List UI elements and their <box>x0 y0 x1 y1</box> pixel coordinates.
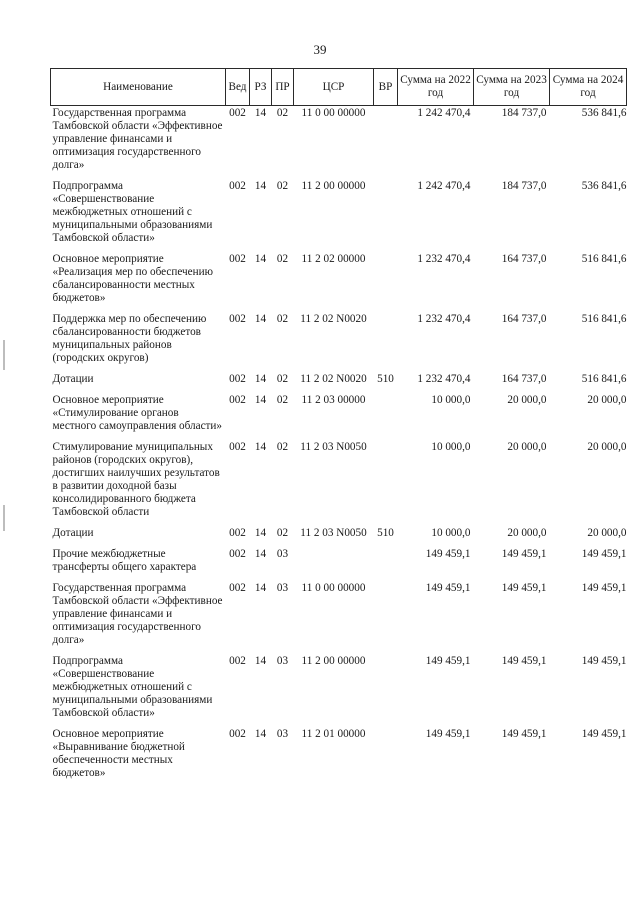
cell-rz: 14 <box>254 548 267 560</box>
cell-rz: 14 <box>254 728 267 740</box>
cell-sum-2023: 149 459,1 <box>501 582 547 594</box>
cell-sum-2024: 536 841,6 <box>581 180 627 192</box>
cell-ved: 002 <box>229 582 246 594</box>
cell-rz: 14 <box>254 394 267 406</box>
table-row <box>51 393 627 440</box>
cell-sum-2023: 184 737,0 <box>501 180 547 192</box>
cell-sum-2024: 149 459,1 <box>581 548 627 560</box>
table-header-row <box>51 69 627 106</box>
cell-csr <box>294 547 374 581</box>
cell-sum-2022: 149 459,1 <box>425 728 471 740</box>
header-sum-2022: Сумма на 2022 год <box>398 69 474 106</box>
cell-sum-2024: 149 459,1 <box>581 728 627 740</box>
header-sum-2024: Сумма на 2024 год <box>550 69 627 106</box>
cell-ved: 002 <box>229 655 246 667</box>
cell-csr: 11 2 00 00000 <box>301 655 366 667</box>
cell-name: Подпрограмма «Совершенствование межбюджетных отношений с муниципальными образованиями Тамбовской области» <box>52 655 213 719</box>
cell-sum-2022: 10 000,0 <box>431 441 471 453</box>
table-row <box>51 547 627 581</box>
cell-name: Основное мероприятие «Выравнивание бюджетной обеспеченности местных бюджетов» <box>52 728 185 779</box>
cell-sum-2022: 1 232 470,4 <box>417 253 471 265</box>
scan-margin-mark <box>3 340 5 370</box>
cell-name: Подпрограмма «Совершенствование межбюджетных отношений с муниципальными образованиями Тамбовской области» <box>52 180 213 244</box>
table-row <box>51 526 627 547</box>
cell-pr: 02 <box>276 107 289 119</box>
cell-name: Основное мероприятие «Стимулирование органов местного самоуправления области» <box>52 394 223 432</box>
header-name: Наименование <box>51 69 226 106</box>
cell-csr: 11 2 02 00000 <box>301 253 366 265</box>
cell-rz: 14 <box>254 441 267 453</box>
cell-sum-2022: 1 242 470,4 <box>417 107 471 119</box>
cell-sum-2022: 149 459,1 <box>425 548 471 560</box>
cell-sum-2024: 516 841,6 <box>581 373 627 385</box>
cell-ved: 002 <box>229 253 246 265</box>
cell-name: Государственная программа Тамбовской области «Эффективное управление финансами и оптимизация государственного долга» <box>52 582 223 646</box>
cell-sum-2024: 149 459,1 <box>581 655 627 667</box>
cell-csr: 11 2 03 N0050 <box>300 527 367 539</box>
cell-vr <box>374 547 398 581</box>
cell-rz: 14 <box>254 655 267 667</box>
cell-vr <box>374 393 398 440</box>
cell-name: Поддержка мер по обеспечению сбалансированности бюджетов муниципальных районов (городских округов) <box>52 313 207 364</box>
cell-csr: 11 2 00 00000 <box>301 180 366 192</box>
cell-sum-2024: 20 000,0 <box>587 394 627 406</box>
cell-sum-2024: 516 841,6 <box>581 313 627 325</box>
cell-rz: 14 <box>254 180 267 192</box>
cell-vr <box>374 654 398 727</box>
cell-ved: 002 <box>229 548 246 560</box>
cell-vr <box>374 440 398 526</box>
cell-name: Дотации <box>52 373 94 385</box>
cell-sum-2022: 149 459,1 <box>425 582 471 594</box>
cell-sum-2023: 149 459,1 <box>501 655 547 667</box>
cell-sum-2023: 149 459,1 <box>501 548 547 560</box>
cell-pr: 02 <box>276 527 289 539</box>
cell-pr: 03 <box>276 548 289 560</box>
cell-rz: 14 <box>254 107 267 119</box>
cell-csr: 11 2 01 00000 <box>301 728 366 740</box>
header-sum-2023: Сумма на 2023 год <box>474 69 550 106</box>
cell-pr: 02 <box>276 253 289 265</box>
header-csr: ЦСР <box>294 69 374 106</box>
cell-vr <box>374 727 398 787</box>
cell-rz: 14 <box>254 373 267 385</box>
cell-pr: 02 <box>276 394 289 406</box>
cell-vr <box>374 312 398 372</box>
cell-sum-2023: 20 000,0 <box>507 441 547 453</box>
table-row <box>51 179 627 252</box>
cell-sum-2022: 1 232 470,4 <box>417 313 471 325</box>
page-number: 39 <box>313 42 327 57</box>
cell-vr: 510 <box>377 373 394 385</box>
table-row <box>51 727 627 787</box>
cell-name: Государственная программа Тамбовской области «Эффективное управление финансами и оптимизация государственного долга» <box>52 107 223 171</box>
cell-name: Основное мероприятие «Реализация мер по обеспечению сбалансированности местных бюджетов» <box>52 253 213 304</box>
cell-pr: 03 <box>276 728 289 740</box>
cell-sum-2023: 164 737,0 <box>501 373 547 385</box>
table-row <box>51 106 627 180</box>
cell-sum-2023: 184 737,0 <box>501 107 547 119</box>
cell-pr: 02 <box>276 373 289 385</box>
cell-csr: 11 2 02 N0020 <box>300 313 367 325</box>
cell-vr <box>374 106 398 180</box>
cell-csr: 11 0 00 00000 <box>301 107 366 119</box>
cell-sum-2022: 1 242 470,4 <box>417 180 471 192</box>
cell-vr: 510 <box>377 527 394 539</box>
cell-sum-2022: 10 000,0 <box>431 394 471 406</box>
scan-margin-mark <box>3 505 5 531</box>
cell-sum-2022: 10 000,0 <box>431 527 471 539</box>
cell-pr: 03 <box>276 582 289 594</box>
budget-table <box>50 68 627 787</box>
cell-vr <box>374 252 398 312</box>
cell-sum-2022: 149 459,1 <box>425 655 471 667</box>
cell-csr: 11 2 03 00000 <box>301 394 366 406</box>
cell-ved: 002 <box>229 728 246 740</box>
cell-sum-2023: 149 459,1 <box>501 728 547 740</box>
cell-sum-2023: 164 737,0 <box>501 313 547 325</box>
table-row <box>51 312 627 372</box>
cell-pr: 02 <box>276 441 289 453</box>
table-row <box>51 654 627 727</box>
cell-pr: 02 <box>276 313 289 325</box>
cell-name: Стимулирование муниципальных районов (городских округов), достигших наилучших результатов в развитии доходной базы консолидированного бюджета Тамбовской области <box>52 441 220 518</box>
cell-sum-2024: 20 000,0 <box>587 527 627 539</box>
cell-name: Дотации <box>52 527 94 539</box>
table-row <box>51 440 627 526</box>
cell-csr: 11 2 02 N0020 <box>300 373 367 385</box>
cell-csr: 11 0 00 00000 <box>301 582 366 594</box>
header-vr: ВР <box>374 69 398 106</box>
cell-sum-2024: 516 841,6 <box>581 253 627 265</box>
cell-vr <box>374 581 398 654</box>
cell-ved: 002 <box>229 313 246 325</box>
cell-sum-2023: 164 737,0 <box>501 253 547 265</box>
cell-pr: 02 <box>276 180 289 192</box>
header-pr: ПР <box>272 69 294 106</box>
header-ved: Вед <box>226 69 250 106</box>
cell-pr: 03 <box>276 655 289 667</box>
cell-sum-2023: 20 000,0 <box>507 394 547 406</box>
cell-sum-2022: 1 232 470,4 <box>417 373 471 385</box>
cell-sum-2024: 536 841,6 <box>581 107 627 119</box>
cell-csr: 11 2 03 N0050 <box>300 441 367 453</box>
header-rz: РЗ <box>250 69 272 106</box>
cell-rz: 14 <box>254 582 267 594</box>
cell-rz: 14 <box>254 313 267 325</box>
cell-name: Прочие межбюджетные трансферты общего характера <box>52 548 197 573</box>
cell-ved: 002 <box>229 527 246 539</box>
cell-sum-2024: 149 459,1 <box>581 582 627 594</box>
cell-ved: 002 <box>229 441 246 453</box>
table-row <box>51 252 627 312</box>
cell-vr <box>374 179 398 252</box>
cell-ved: 002 <box>229 107 246 119</box>
cell-rz: 14 <box>254 253 267 265</box>
cell-ved: 002 <box>229 394 246 406</box>
cell-sum-2023: 20 000,0 <box>507 527 547 539</box>
table-row <box>51 372 627 393</box>
cell-ved: 002 <box>229 373 246 385</box>
table-row <box>51 581 627 654</box>
cell-rz: 14 <box>254 527 267 539</box>
cell-sum-2024: 20 000,0 <box>587 441 627 453</box>
cell-ved: 002 <box>229 180 246 192</box>
